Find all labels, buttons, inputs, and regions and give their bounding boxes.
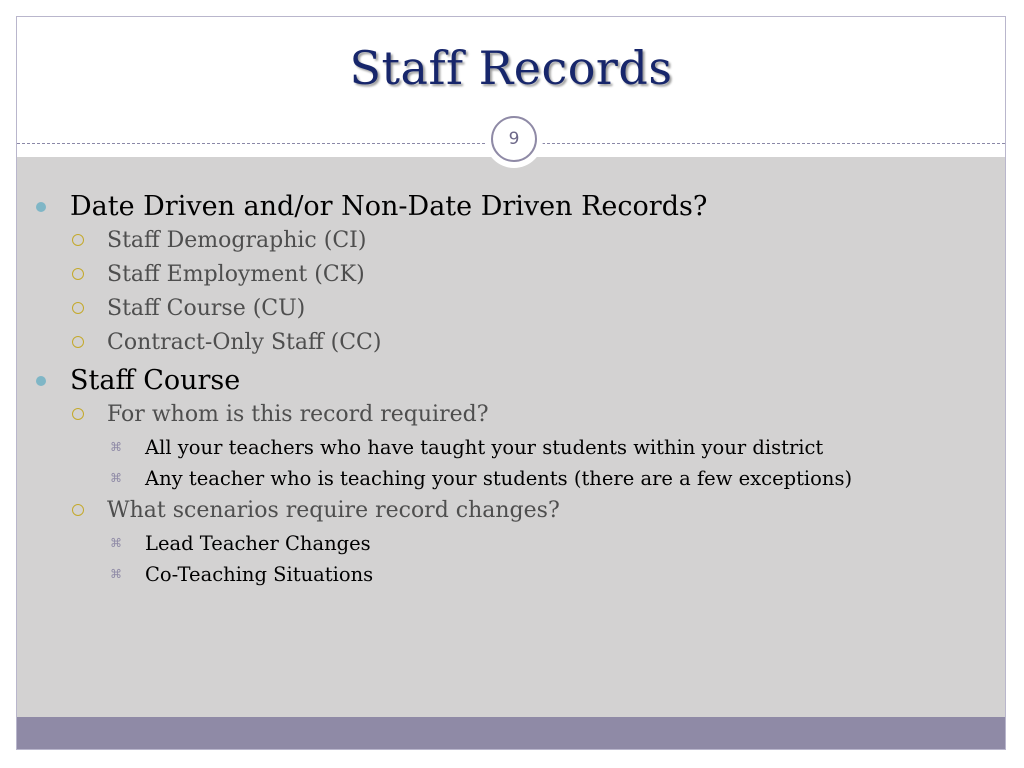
sub-sub-bullet-item [34, 528, 974, 559]
sub-bullet-item [34, 398, 974, 432]
page-number: 9 [491, 116, 537, 162]
hollow-circle-bullet-icon [72, 302, 84, 314]
hollow-circle-bullet-icon [72, 234, 84, 246]
sub-sub-bullet-text: Co-Teaching Situations [145, 563, 374, 586]
page-number-badge [485, 110, 543, 168]
star-bullet-icon: ⌘ [110, 471, 122, 485]
hollow-circle-bullet-icon [72, 408, 84, 420]
sub-bullet-text: What scenarios require record changes? [107, 498, 560, 523]
sub-sub-bullet-text: Lead Teacher Changes [145, 532, 371, 555]
sub-sub-bullet-item [34, 432, 974, 463]
sub-bullet-item [34, 326, 974, 360]
bullet-list [34, 186, 974, 590]
bullet-text: Staff Course [70, 365, 241, 396]
star-bullet-icon: ⌘ [110, 440, 122, 454]
sub-sub-bullet-text: All your teachers who have taught your students within your district [145, 436, 824, 459]
hollow-circle-bullet-icon [72, 268, 84, 280]
sub-bullet-text: Contract-Only Staff (CC) [107, 330, 382, 355]
sub-sub-bullet-item [34, 463, 974, 494]
sub-bullet-item [34, 258, 974, 292]
hollow-circle-bullet-icon [72, 504, 84, 516]
star-bullet-icon: ⌘ [110, 536, 122, 550]
sub-sub-bullet-item [34, 559, 974, 590]
filled-circle-bullet-icon [36, 376, 46, 386]
sub-sub-bullet-text: Any teacher who is teaching your students (there are a few exceptions) [145, 467, 853, 490]
slide-title: Staff Records [349, 41, 673, 95]
sub-bullet-text: Staff Demographic (CI) [107, 228, 367, 253]
sub-bullet-text: For whom is this record required? [107, 402, 489, 427]
sub-bullet-item [34, 494, 974, 528]
star-bullet-icon: ⌘ [110, 567, 122, 581]
sub-bullet-text: Staff Course (CU) [107, 296, 306, 321]
footer-bar [17, 717, 1005, 750]
sub-bullet-item [34, 224, 974, 258]
bullet-text: Date Driven and/or Non-Date Driven Records? [70, 191, 708, 222]
sub-bullet-item [34, 292, 974, 326]
bullet-item [34, 364, 974, 398]
sub-bullet-text: Staff Employment (CK) [107, 262, 365, 287]
hollow-circle-bullet-icon [72, 336, 84, 348]
filled-circle-bullet-icon [36, 202, 46, 212]
bullet-item [34, 190, 974, 224]
